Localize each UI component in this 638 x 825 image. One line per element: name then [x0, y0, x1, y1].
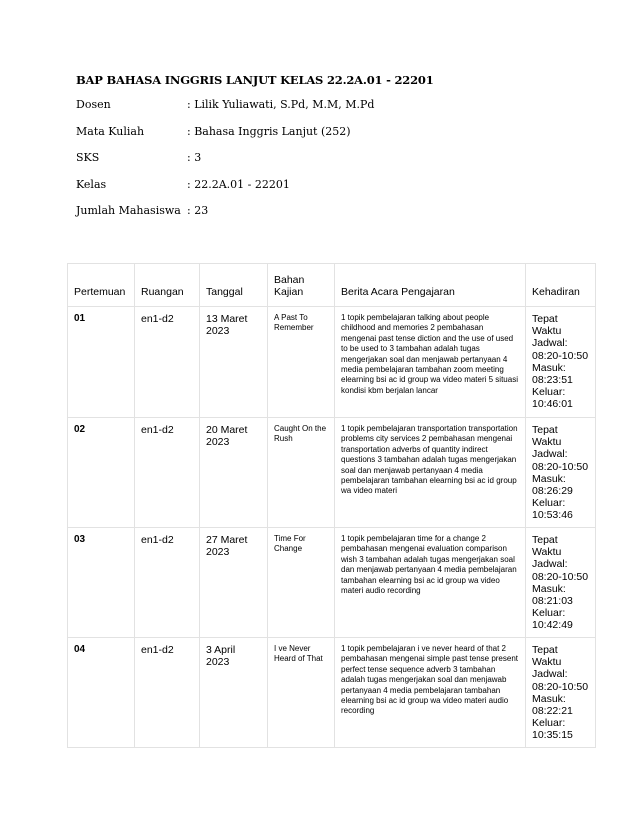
- header-tanggal: Tanggal: [200, 264, 268, 307]
- header-kehadiran: Kehadiran: [526, 264, 596, 307]
- attendance-schedule: Jadwal: 08:20-10:50: [532, 668, 589, 693]
- info-value: : Bahasa Inggris Lanjut (252): [187, 124, 351, 138]
- cell-pertemuan: 04: [68, 638, 135, 748]
- attendance-table: [67, 263, 596, 748]
- cell-berita-acara: 1 topik pembelajaran transportation transportation problems city services 2 pembahasan mengenai transportation adverbs of quantity indirect questions 3 tambahan adalah tugas mengerjakan soal dan menjawab pertanyaan 4 media pembelajaran tambahan elearning bsi ac id group wa video materi: [335, 418, 526, 528]
- header-ruangan: Ruangan: [135, 264, 200, 307]
- attendance-status: Tepat Waktu: [532, 424, 562, 449]
- document-title: BAP BAHASA INGGRIS LANJUT KELAS 22.2A.01 - 22201: [76, 73, 434, 87]
- attendance-schedule: Jadwal: 08:20-10:50: [532, 448, 589, 473]
- cell-tanggal: 3 April 2023: [200, 638, 268, 748]
- cell-bahan-kajian: Time For Change: [268, 528, 335, 638]
- info-label: Jumlah Mahasiswa: [76, 204, 181, 217]
- table-row: [68, 528, 596, 638]
- cell-tanggal: 13 Maret 2023: [200, 307, 268, 418]
- info-value: : 23: [187, 204, 209, 217]
- info-value: : 3: [187, 151, 202, 164]
- attendance-check-in: Masuk: 08:22:21: [532, 692, 573, 718]
- table-row: [68, 307, 596, 418]
- cell-berita-acara: 1 topik pembelajaran time for a change 2 pembahasan mengenai evaluation comparison wish 3 tambahan adalah tugas mengerjakan soal dan menjawab pertanyaan 4 media pembelajaran tambahan elearning bsi ac id group wa video materi audio recording: [335, 528, 526, 638]
- attendance-check-in: Masuk: 08:23:51: [532, 361, 573, 387]
- table-header-row: [68, 264, 596, 307]
- attendance-status: Tepat Waktu: [532, 534, 562, 559]
- cell-bahan-kajian: A Past To Remember: [268, 307, 335, 418]
- info-label: Dosen: [76, 98, 111, 111]
- cell-bahan-kajian: Caught On the Rush: [268, 418, 335, 528]
- attendance-status: Tepat Waktu: [532, 313, 562, 338]
- header-bahan-kajian: Bahan Kajian: [268, 264, 335, 307]
- cell-pertemuan: 01: [68, 307, 135, 418]
- info-value: : 22.2A.01 - 22201: [187, 177, 290, 191]
- cell-tanggal: 20 Maret 2023: [200, 418, 268, 528]
- info-label: Kelas: [76, 177, 107, 191]
- attendance-check-out: Keluar: 10:42:49: [532, 607, 573, 632]
- cell-pertemuan: 02: [68, 418, 135, 528]
- cell-kehadiran: [526, 418, 596, 528]
- cell-bahan-kajian: I ve Never Heard of That: [268, 638, 335, 748]
- attendance-status: Tepat Waktu: [532, 644, 562, 669]
- cell-kehadiran: [526, 528, 596, 638]
- attendance-check-out: Keluar: 10:53:46: [532, 497, 573, 522]
- cell-kehadiran: [526, 638, 596, 748]
- info-value: : Lilik Yuliawati, S.Pd, M.M, M.Pd: [187, 98, 375, 111]
- info-label: SKS: [76, 151, 100, 164]
- cell-kehadiran: [526, 307, 596, 418]
- cell-tanggal: 27 Maret 2023: [200, 528, 268, 638]
- header-berita-acara: Berita Acara Pengajaran: [335, 264, 526, 307]
- table-row: [68, 418, 596, 528]
- attendance-check-out: Keluar: 10:35:15: [532, 717, 573, 742]
- attendance-check-in: Masuk: 08:21:03: [532, 582, 573, 608]
- cell-ruangan: en1-d2: [135, 418, 200, 528]
- table-row: [68, 638, 596, 748]
- attendance-check-in: Masuk: 08:26:29: [532, 472, 573, 498]
- attendance-schedule: Jadwal: 08:20-10:50: [532, 558, 589, 583]
- cell-ruangan: en1-d2: [135, 528, 200, 638]
- info-label: Mata Kuliah: [76, 124, 145, 138]
- attendance-check-out: Keluar: 10:46:01: [532, 386, 573, 411]
- header-pertemuan: Pertemuan: [68, 264, 135, 307]
- cell-ruangan: en1-d2: [135, 307, 200, 418]
- cell-pertemuan: 03: [68, 528, 135, 638]
- cell-berita-acara: 1 topik pembelajaran i ve never heard of that 2 pembahasan mengenai simple past tense present perfect tense sequence adverb 3 tambahan adalah tugas mengerjakan soal dan menjawab pertanyaan 4 media pembelajaran tambahan elearning bsi ac id group wa video materi audio recording: [335, 638, 526, 748]
- cell-ruangan: en1-d2: [135, 638, 200, 748]
- cell-berita-acara: 1 topik pembelajaran talking about people childhood and memories 2 pembahasan mengenai past tense diction and the use of used to be used to 3 tambahan adalah tugas mengerjakan soal dan menjawab pertanyaan 4 media pembelajaran tambahan zoom meeting elearning bsi ac id group wa video materi 5 situasi kondisi kbm berjalan lancar: [335, 307, 526, 418]
- attendance-schedule: Jadwal: 08:20-10:50: [532, 337, 589, 362]
